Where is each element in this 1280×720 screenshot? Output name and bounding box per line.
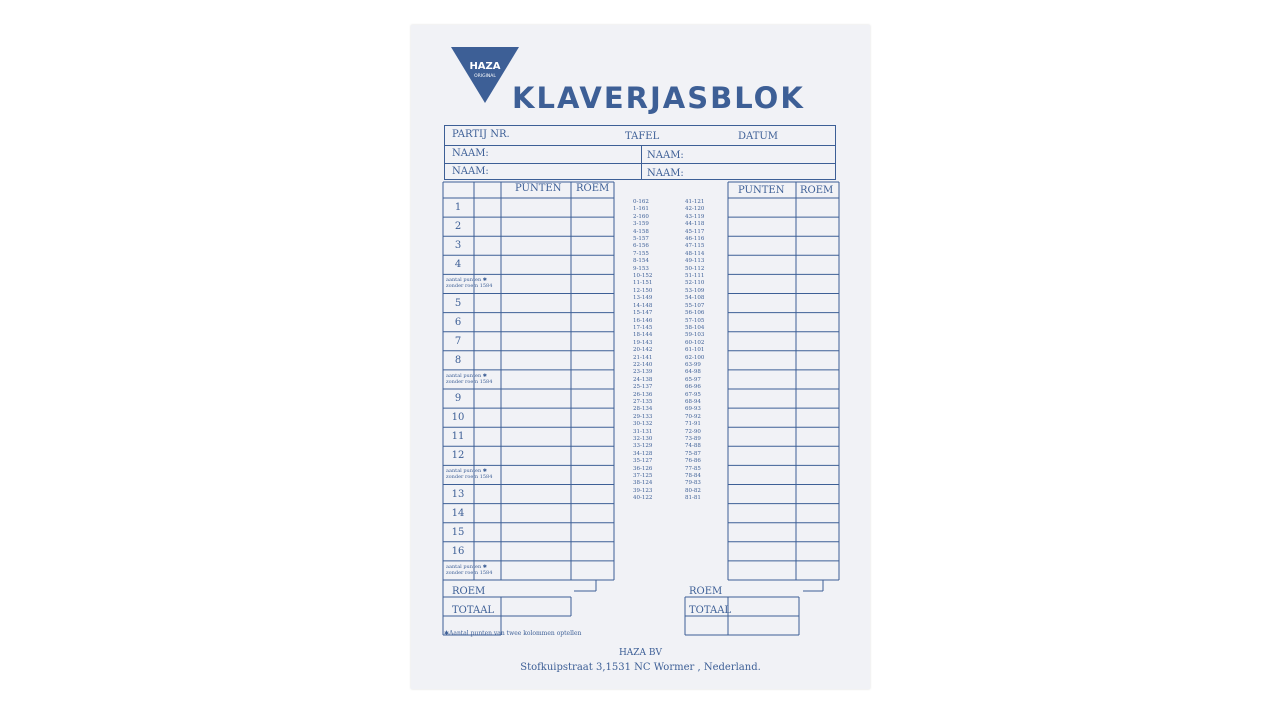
scoresheet: [411, 25, 870, 689]
row-number: 4: [454, 259, 462, 271]
subtotal-note: aantal punten ✱ zonder roem 1584: [446, 563, 493, 576]
subtotal-note: aantal punten ✱ zonder roem 1584: [446, 277, 493, 290]
roem-header-right: ROEM: [800, 185, 834, 196]
row-number: 8: [454, 354, 462, 366]
punten-header-left: PUNTEN: [515, 183, 562, 194]
company-address: Stofkuipstraat 3,1531 NC Wormer , Nederland.: [520, 662, 761, 673]
row-number: 7: [454, 335, 462, 347]
score-table-left: 0-162 1-161 2-160 3-159 4-158 5-157 6-156 7-155 8-154 9-153 10-152 11-151 12-150 13-149 14-148 15-147 16-146 17-145 18-144 19-143 20-142 21-141 22-140 23-139 24-138 25-137 26-136 27-135 28-134 29-133 30-132 31-131 32-130 33-129 34-128 35-127 36-126 37-125 38-124 39-123 40-122: [633, 199, 653, 502]
subtotal-note: aantal punten ✱ zonder roem 1584: [446, 468, 493, 481]
row-number: 13: [451, 488, 465, 500]
page-title: KLAVERJASBLOK: [512, 81, 805, 115]
datum-label: DATUM: [738, 131, 779, 142]
row-number: 9: [454, 393, 462, 404]
footnote: ✱Aantal punten van twee kolommen optellen: [444, 630, 582, 637]
company-name: HAZA BV: [618, 648, 663, 658]
svg-text:ORIGINAL: ORIGINAL: [474, 74, 496, 79]
row-number: 5: [454, 297, 462, 309]
naam-label-4: NAAM:: [647, 168, 684, 179]
row-number: 2: [454, 221, 462, 233]
partij-label: PARTIJ NR.: [452, 129, 510, 140]
roem-total-left: ROEM: [452, 586, 486, 597]
roem-total-right: ROEM: [689, 586, 723, 597]
score-table-right: 41-121 42-120 43-119 44-118 45-117 46-116 47-115 48-114 49-113 50-112 51-111 52-110 53-109 54-108 55-107 56-106 57-105 58-104 59-103 60-102 61-101 62-100 63-99 64-98 65-97 66-96 67-95 68-94 69-93 70-92 71-91 72-90 73-89 74-88 75-87 76-86 77-85 78-84 79-83 80-82 81-81: [685, 199, 705, 502]
row-number: 11: [451, 431, 465, 443]
roem-header-left: ROEM: [576, 183, 610, 194]
totaal-right: TOTAAL: [689, 605, 732, 616]
row-number: 10: [451, 412, 465, 424]
totaal-left: TOTAAL: [452, 605, 495, 616]
row-number: 14: [451, 507, 465, 519]
row-number: 6: [454, 316, 462, 328]
tafel-label: TAFEL: [625, 131, 660, 142]
row-number: 12: [451, 450, 465, 462]
naam-label-1: NAAM:: [452, 148, 489, 159]
naam-label-2: NAAM:: [647, 150, 684, 161]
subtotal-note: aantal punten ✱ zonder roem 1584: [446, 372, 493, 385]
punten-header-right: PUNTEN: [738, 185, 785, 196]
row-number: 15: [451, 526, 465, 538]
row-number: 16: [451, 545, 465, 557]
row-number: 1: [454, 202, 462, 213]
naam-label-3: NAAM:: [452, 166, 489, 177]
row-number: 3: [454, 240, 462, 252]
svg-text:HAZA: HAZA: [469, 61, 501, 72]
